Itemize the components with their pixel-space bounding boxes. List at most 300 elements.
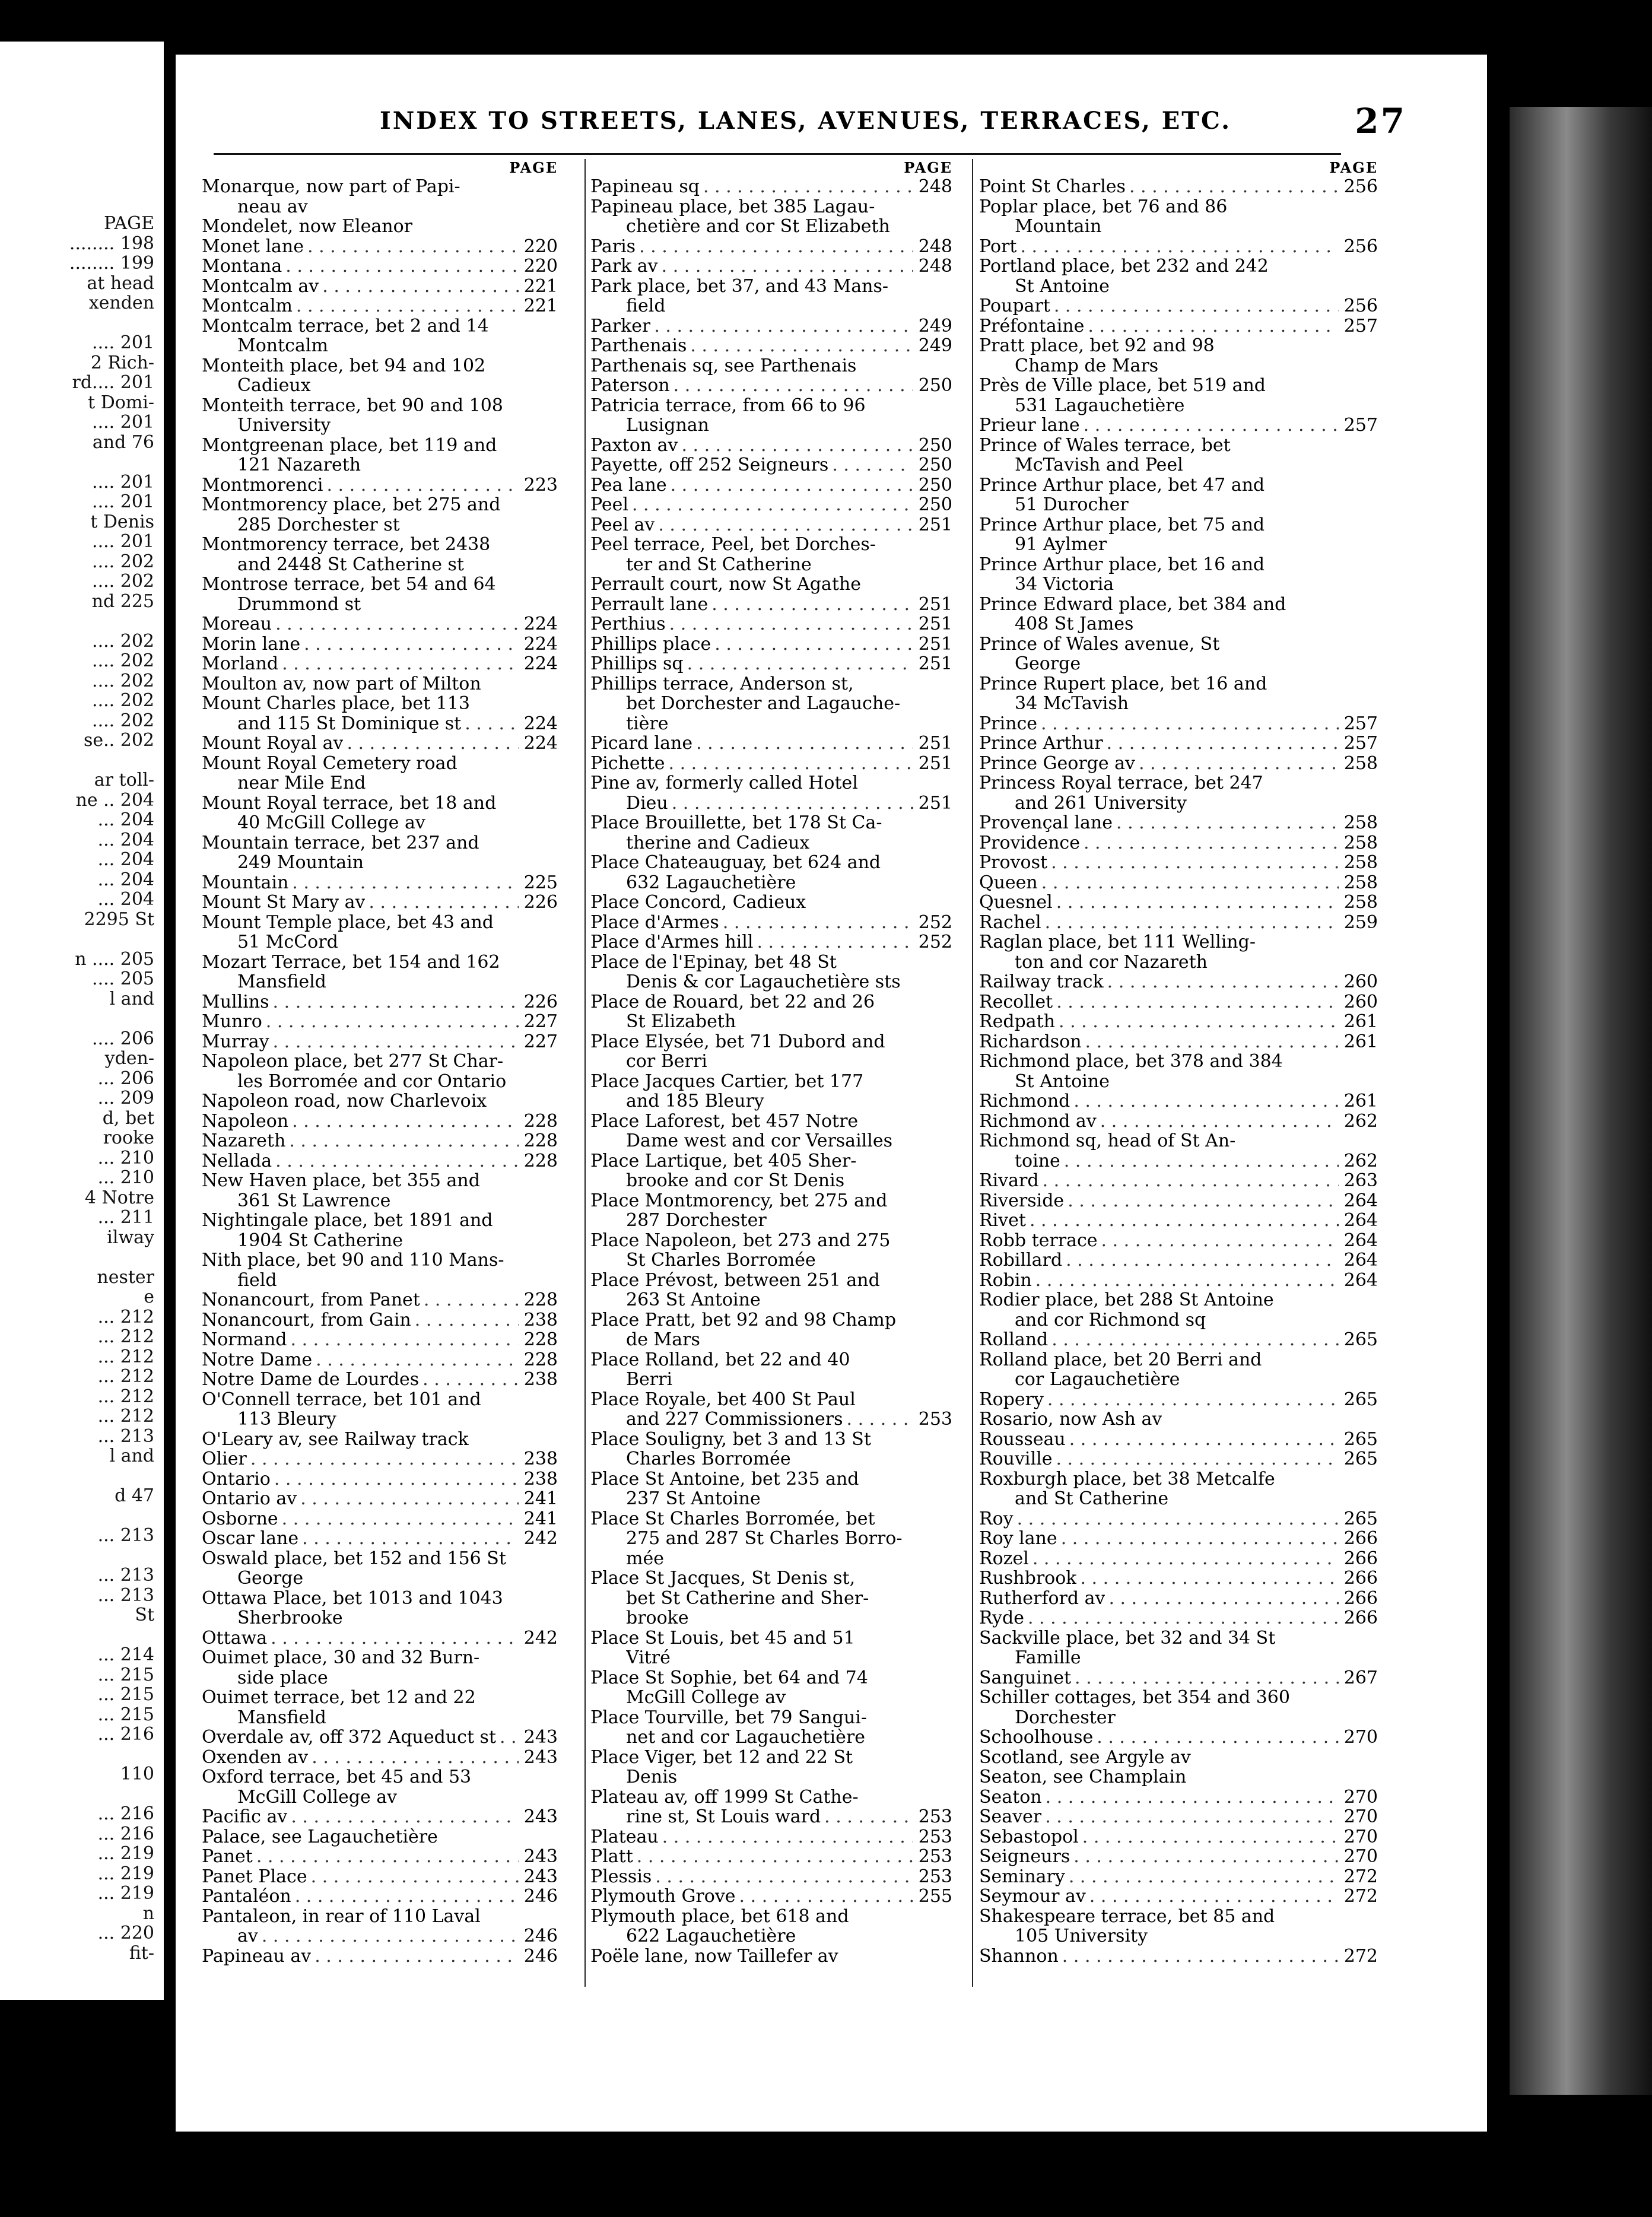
entry-name: Patricia terrace, from 66 to 96 — [590, 395, 866, 415]
leader-dots — [757, 932, 913, 952]
index-entry — [590, 1231, 952, 1251]
leader-dots — [289, 1131, 519, 1151]
left-page-line: .... 202 — [92, 670, 154, 691]
index-entry — [979, 1052, 1378, 1072]
index-entry — [202, 634, 558, 655]
leader-dots — [275, 614, 519, 634]
entry-name: O'Leary av, see Railway track — [202, 1429, 469, 1449]
entry-page-number: 260 — [1343, 991, 1378, 1012]
index-entry — [979, 1330, 1378, 1350]
left-page-line: 110 — [120, 1764, 154, 1784]
left-page-line: t Denis — [90, 511, 154, 532]
index-entry — [202, 1091, 558, 1111]
left-page-line: ... 212 — [97, 1346, 154, 1367]
entry-name: Panet Place — [202, 1866, 307, 1886]
entry-page-number: 258 — [1343, 832, 1378, 853]
index-entry — [979, 892, 1378, 913]
entry-name: Prince Arthur place, bet 16 and — [979, 554, 1265, 574]
index-entry — [202, 614, 558, 634]
index-entry-continuation — [979, 277, 1378, 297]
left-page-line: .... 202 — [92, 630, 154, 652]
entry-name: Monteith terrace, bet 90 and 108 — [202, 395, 503, 415]
entry-name: Schiller cottages, bet 354 and 360 — [979, 1688, 1290, 1708]
entry-name: Monarque, now part of Papi- — [202, 177, 460, 197]
entry-name: Mount Royal terrace, bet 18 and — [202, 793, 497, 813]
index-entry — [202, 1847, 558, 1867]
index-entry — [590, 1191, 952, 1211]
index-entry-continuation — [590, 1608, 952, 1628]
entry-page-number: 228 — [523, 1329, 558, 1350]
entry-name: Napoleon place, bet 277 St Char- — [202, 1052, 504, 1072]
entry-continuation-text: Dame west and cor Versailles — [626, 1131, 893, 1151]
entry-name: Pantaleon, in rear of 110 Laval — [202, 1906, 481, 1926]
entry-name: Park place, bet 37, and 43 Mans- — [590, 276, 889, 296]
entry-page-number: 265 — [1343, 1329, 1378, 1350]
leader-dots — [1041, 873, 1339, 893]
entry-page-number: 253 — [918, 1806, 952, 1827]
entry-continuation-text: 51 McCord — [237, 932, 338, 952]
index-entry — [202, 1330, 558, 1350]
index-entry — [590, 336, 952, 356]
entry-name: Place Concord, Cadieux — [590, 892, 806, 913]
entry-name: Notre Dame de Lourdes — [202, 1370, 420, 1390]
entry-page-number: 238 — [523, 1449, 558, 1469]
left-page-line — [0, 751, 154, 771]
left-page-line: ... 216 — [97, 1724, 154, 1745]
entry-name: Place Montmorency, bet 275 and — [590, 1190, 888, 1211]
entry-name: Ropery — [979, 1389, 1044, 1409]
entry-name: Sebastopol — [979, 1827, 1079, 1847]
index-entry — [590, 1668, 952, 1688]
index-entry-continuation — [202, 197, 558, 217]
index-entry — [202, 475, 558, 496]
entry-continuation-text: 285 Dorchester st — [237, 514, 400, 535]
leader-dots — [291, 1807, 519, 1827]
left-page-line: e — [144, 1287, 154, 1307]
index-entry — [979, 972, 1378, 992]
entry-name: Mullins — [202, 992, 269, 1012]
entry-continuation-text: 408 St James — [1015, 614, 1134, 634]
entry-name: Princess Royal terrace, bet 247 — [979, 773, 1263, 793]
index-entry — [590, 614, 952, 634]
leader-dots — [1028, 1608, 1339, 1628]
left-page-line: ... 212 — [97, 1386, 154, 1407]
index-entry-continuation — [979, 1926, 1378, 1946]
leader-dots — [1075, 1668, 1339, 1688]
leader-dots — [1129, 177, 1339, 197]
index-entry — [590, 535, 952, 555]
entry-name: Shannon — [979, 1946, 1059, 1966]
index-entry — [202, 1628, 558, 1649]
index-entry — [202, 833, 558, 853]
entry-name: Phillips terrace, Anderson st, — [590, 674, 854, 694]
left-page-line: St — [135, 1605, 154, 1625]
entry-name: Shakespeare terrace, bet 85 and — [979, 1906, 1275, 1926]
entry-name: Oscar lane — [202, 1529, 299, 1549]
index-entry — [590, 1708, 952, 1728]
left-page-line: 2295 St — [84, 909, 154, 930]
left-page-line — [0, 929, 154, 949]
index-entry-continuation — [590, 415, 952, 436]
leader-dots — [1107, 733, 1339, 754]
entry-name: Platt — [590, 1847, 633, 1867]
entry-name: Overdale av, off 372 Aqueduct st — [202, 1727, 496, 1748]
entry-name: Ontario av — [202, 1489, 297, 1509]
leader-dots — [316, 1350, 519, 1370]
leader-dots — [1043, 1171, 1339, 1191]
entry-page-number: 220 — [523, 256, 558, 277]
entry-page-number: 228 — [523, 1289, 558, 1310]
leader-dots — [662, 1827, 913, 1847]
entry-continuation-text: and cor Richmond sq — [1015, 1310, 1206, 1330]
index-entry — [979, 237, 1378, 257]
leader-dots — [847, 1409, 913, 1430]
entry-name: Plateau — [590, 1827, 659, 1847]
entry-name: Place Pratt, bet 92 and 98 Champ — [590, 1310, 897, 1330]
left-page-line — [0, 1784, 154, 1805]
left-page-line: .... 201 — [92, 412, 154, 433]
entry-page-number: 256 — [1343, 296, 1378, 316]
index-entry — [979, 197, 1378, 217]
entry-name: Place St Sophie, bet 64 and 74 — [590, 1667, 868, 1688]
entry-page-number: 257 — [1343, 733, 1378, 754]
entry-name: Montgreenan place, bet 119 and — [202, 435, 497, 455]
entry-name: Ottawa Place, bet 1013 and 1043 — [202, 1588, 503, 1608]
index-entry-continuation — [590, 1449, 952, 1469]
entry-continuation-text: and 261 University — [1015, 793, 1187, 813]
entry-page-number: 248 — [918, 236, 952, 257]
leader-dots — [1069, 1430, 1339, 1450]
left-page-line: ... 211 — [97, 1207, 154, 1228]
entry-continuation-text: and St Catherine — [1015, 1489, 1169, 1509]
index-entry — [590, 1350, 952, 1370]
left-page-line — [0, 1546, 154, 1566]
entry-continuation-text: 361 St Lawrence — [237, 1190, 391, 1211]
entry-name: Napoleon — [202, 1111, 289, 1131]
index-column-2 — [590, 159, 952, 1966]
index-entry — [979, 1628, 1378, 1649]
index-entry-continuation — [202, 1926, 558, 1946]
leader-dots — [1066, 1250, 1339, 1271]
leader-dots — [368, 892, 519, 913]
left-page-line: d 47 — [115, 1485, 154, 1506]
index-entry-continuation — [979, 396, 1378, 416]
entry-page-number: 253 — [918, 1409, 952, 1430]
index-entry — [590, 1827, 952, 1847]
leader-dots — [1032, 1549, 1339, 1569]
entry-page-number: 257 — [1343, 315, 1378, 336]
index-entry-continuation — [590, 1012, 952, 1032]
left-page-line — [0, 1466, 154, 1487]
left-page-line: rd.... 201 — [72, 372, 154, 393]
entry-page-number: 270 — [1343, 1826, 1378, 1847]
leader-dots — [690, 336, 913, 356]
leader-dots — [723, 913, 913, 933]
entry-name: Rozel — [979, 1548, 1029, 1568]
leader-dots — [295, 1886, 519, 1907]
entry-name: Portland place, bet 232 and 242 — [979, 256, 1269, 277]
index-entry — [979, 873, 1378, 893]
left-page-line: ... 220 — [97, 1923, 154, 1943]
index-entry-continuation — [202, 1668, 558, 1688]
index-entry — [202, 873, 558, 893]
left-page-line: ... 219 — [97, 1883, 154, 1904]
index-entry — [202, 535, 558, 555]
entry-name: Railway track — [979, 972, 1104, 992]
entry-name: Nellada — [202, 1151, 272, 1171]
leader-dots — [632, 495, 913, 515]
entry-page-number: 228 — [523, 1130, 558, 1151]
index-entry-continuation — [979, 952, 1378, 973]
index-entry — [590, 1509, 952, 1529]
index-entry — [202, 1290, 558, 1310]
index-entry-continuation — [202, 1568, 558, 1589]
index-entry — [979, 1211, 1378, 1231]
leader-dots — [1108, 1589, 1339, 1609]
entry-page-number: 227 — [523, 1011, 558, 1032]
index-entry-continuation — [979, 217, 1378, 237]
entry-name: Seaton, see Champlain — [979, 1767, 1187, 1787]
entry-page-number: 228 — [523, 1349, 558, 1370]
entry-name: Place Souligny, bet 3 and 13 St — [590, 1429, 871, 1449]
entry-page-number: 266 — [1343, 1587, 1378, 1609]
index-entry — [202, 296, 558, 316]
entry-name: Rushbrook — [979, 1568, 1077, 1589]
leader-dots — [304, 634, 519, 655]
leader-dots — [637, 1847, 913, 1867]
entry-name: Monteith place, bet 94 and 102 — [202, 355, 486, 376]
left-page-line: 2 Rich- — [90, 352, 154, 373]
index-entry — [979, 1231, 1378, 1251]
left-page-line — [0, 313, 154, 333]
index-entry — [590, 1271, 952, 1291]
index-entry-continuation — [979, 1310, 1378, 1330]
entry-name: Prince George av — [979, 753, 1135, 773]
entry-name: Prince of Wales avenue, St — [979, 634, 1220, 654]
index-entry — [979, 1946, 1378, 1967]
entry-page-number: 249 — [918, 315, 952, 336]
index-entry — [590, 813, 952, 833]
index-entry — [979, 336, 1378, 356]
index-entry — [979, 1012, 1378, 1032]
index-entry — [202, 654, 558, 674]
left-page-line: ... 212 — [97, 1306, 154, 1327]
entry-continuation-text: 34 McTavish — [1015, 694, 1129, 714]
entry-page-number: 266 — [1343, 1528, 1378, 1549]
entry-name: Panet — [202, 1847, 253, 1867]
entry-name: Rutherford av — [979, 1588, 1105, 1608]
index-entry — [202, 1111, 558, 1132]
index-entry — [979, 1867, 1378, 1887]
index-entry — [590, 853, 952, 873]
entry-name: Mondelet, now Eleanor — [202, 217, 412, 237]
entry-continuation-text: 121 Nazareth — [237, 455, 361, 475]
index-entry — [979, 1430, 1378, 1450]
leader-dots — [1051, 853, 1339, 873]
index-entry-continuation — [979, 535, 1378, 555]
left-page-line: ... 204 — [97, 809, 154, 830]
left-page-line: ... 212 — [97, 1366, 154, 1387]
entry-page-number: 258 — [1343, 752, 1378, 774]
left-page-line: .... 202 — [92, 690, 154, 711]
entry-page-number: 270 — [1343, 1806, 1378, 1827]
entry-name: Monet lane — [202, 236, 304, 256]
entry-page-number: 251 — [918, 593, 952, 615]
entry-name: Pantaléon — [202, 1886, 291, 1907]
entry-page-number: 251 — [918, 733, 952, 754]
index-entry — [590, 1867, 952, 1887]
index-entry — [590, 495, 952, 515]
index-entry — [202, 1648, 558, 1668]
entry-name: Place Napoleon, bet 273 and 275 — [590, 1230, 891, 1250]
entry-continuation-text: St Antoine — [1015, 276, 1110, 296]
entry-continuation-text: neau av — [237, 196, 308, 217]
entry-name: Nightingale place, bet 1891 and — [202, 1211, 493, 1231]
entry-page-number: 266 — [1343, 1608, 1378, 1628]
left-page-text — [0, 214, 159, 1963]
left-page-line: nester — [97, 1266, 154, 1288]
entry-continuation-text: 249 Mountain — [237, 853, 364, 873]
left-page-line: ... 215 — [97, 1684, 154, 1705]
leader-dots — [824, 1807, 913, 1827]
index-entry — [979, 1787, 1378, 1808]
left-page-line: 4 Notre — [84, 1187, 154, 1208]
entry-page-number: 265 — [1343, 1389, 1378, 1410]
index-entry — [202, 1688, 558, 1708]
leader-dots — [1054, 296, 1339, 316]
index-entry — [590, 475, 952, 496]
entry-page-number: 270 — [1343, 1786, 1378, 1808]
index-entry-continuation — [590, 1767, 952, 1787]
index-entry-continuation — [590, 1330, 952, 1350]
index-entry-continuation — [202, 1708, 558, 1728]
index-entry — [979, 296, 1378, 316]
entry-page-number: 242 — [523, 1627, 558, 1649]
page-header — [202, 101, 1406, 154]
index-entry — [979, 714, 1378, 734]
index-entry-continuation — [979, 1708, 1378, 1728]
index-entry — [590, 237, 952, 257]
index-entry-continuation — [590, 1409, 952, 1430]
entry-name: Munro — [202, 1012, 262, 1032]
index-entry-continuation — [979, 614, 1378, 634]
entry-name: Ouimet place, 30 and 32 Burn- — [202, 1648, 480, 1668]
index-entry — [979, 1290, 1378, 1310]
entry-page-number: 258 — [1343, 812, 1378, 833]
left-page-line: ... 214 — [97, 1644, 154, 1665]
entry-continuation-text: George — [1015, 654, 1081, 674]
entry-name: Place St Charles Borromée, bet — [590, 1508, 875, 1529]
entry-page-number: 238 — [523, 1369, 558, 1390]
entry-page-number: 251 — [918, 752, 952, 774]
index-entry-continuation — [202, 336, 558, 356]
left-page-line: se.. 202 — [83, 730, 154, 751]
leader-dots — [654, 316, 913, 336]
left-page-line — [0, 1745, 154, 1765]
leader-dots — [1061, 1529, 1339, 1549]
index-entry — [590, 316, 952, 336]
index-entry-continuation — [590, 1131, 952, 1151]
leader-dots — [273, 992, 519, 1012]
left-page-line: yden- — [104, 1048, 154, 1069]
index-entry — [202, 1310, 558, 1330]
index-entry — [979, 555, 1378, 575]
index-entry — [202, 694, 558, 714]
index-entry — [202, 1430, 558, 1450]
entry-name: Richmond place, bet 378 and 384 — [979, 1052, 1283, 1072]
entry-continuation-text: Dorchester — [1015, 1707, 1116, 1727]
index-entry — [979, 1469, 1378, 1489]
entry-name: Normand — [202, 1330, 287, 1350]
index-entry — [979, 1907, 1378, 1927]
entry-name: Richmond — [979, 1091, 1070, 1111]
entry-name: Rivard — [979, 1171, 1039, 1191]
index-entry — [590, 1111, 952, 1132]
index-entry — [202, 1727, 558, 1748]
entry-page-number: 251 — [918, 653, 952, 674]
left-page-line: ... 206 — [97, 1068, 154, 1089]
index-entry — [202, 1032, 558, 1052]
index-entry — [590, 1072, 952, 1092]
entry-continuation-text: 113 Bleury — [237, 1409, 336, 1430]
entry-name: Place d'Armes — [590, 912, 719, 932]
entry-name: Phillips place — [590, 634, 711, 654]
entry-name: Place St Louis, bet 45 and 51 — [590, 1628, 855, 1648]
entry-name: Prince of Wales terrace, bet — [979, 435, 1231, 455]
entry-name: Place Chateauguay, bet 624 and — [590, 853, 881, 873]
entry-continuation-text: av — [237, 1926, 258, 1946]
entry-name: Papineau sq — [590, 177, 700, 197]
entry-name: Place de Rouard, bet 22 and 26 — [590, 992, 875, 1012]
left-page-line: n .... 205 — [75, 948, 154, 970]
index-entry-continuation — [590, 1370, 952, 1390]
left-page-line: ... 213 — [97, 1584, 154, 1606]
index-entry-continuation — [590, 1727, 952, 1748]
entry-name: Paris — [590, 236, 636, 256]
entry-name: Montmorency terrace, bet 2438 — [202, 535, 491, 555]
entry-name: Napoleon road, now Charlevoix — [202, 1091, 487, 1111]
entry-continuation-text: 263 St Antoine — [626, 1290, 761, 1310]
entry-name: Poplar place, bet 76 and 86 — [979, 196, 1228, 217]
entry-name: Perrault court, now St Agathe — [590, 574, 861, 595]
entry-continuation-text: rine st, St Louis ward — [626, 1807, 821, 1827]
leader-dots — [275, 1151, 519, 1171]
entry-page-number: 264 — [1343, 1210, 1378, 1231]
entry-name: Place Viger, bet 12 and 22 St — [590, 1747, 853, 1767]
index-entry — [979, 1568, 1378, 1589]
index-entry — [202, 495, 558, 515]
leader-dots — [300, 1489, 519, 1509]
entry-page-number: 224 — [523, 713, 558, 734]
column-divider — [972, 159, 973, 1987]
index-entry-continuation — [979, 1072, 1378, 1092]
left-page-line: fit- — [129, 1942, 154, 1964]
entry-continuation-text: 34 Victoria — [1015, 574, 1114, 595]
index-entry — [979, 475, 1378, 496]
leader-dots — [681, 436, 913, 456]
index-entry — [979, 1727, 1378, 1748]
index-entry-continuation — [202, 1787, 558, 1808]
entry-continuation-text: field — [626, 296, 666, 316]
index-entry — [202, 1211, 558, 1231]
entry-name: Place St Antoine, bet 235 and — [590, 1469, 859, 1489]
index-entry — [979, 1748, 1378, 1768]
leader-dots — [291, 1330, 519, 1350]
index-entry — [979, 1847, 1378, 1867]
index-entry — [202, 1012, 558, 1032]
entry-name: Seaver — [979, 1807, 1042, 1827]
entry-page-number: 252 — [918, 932, 952, 952]
